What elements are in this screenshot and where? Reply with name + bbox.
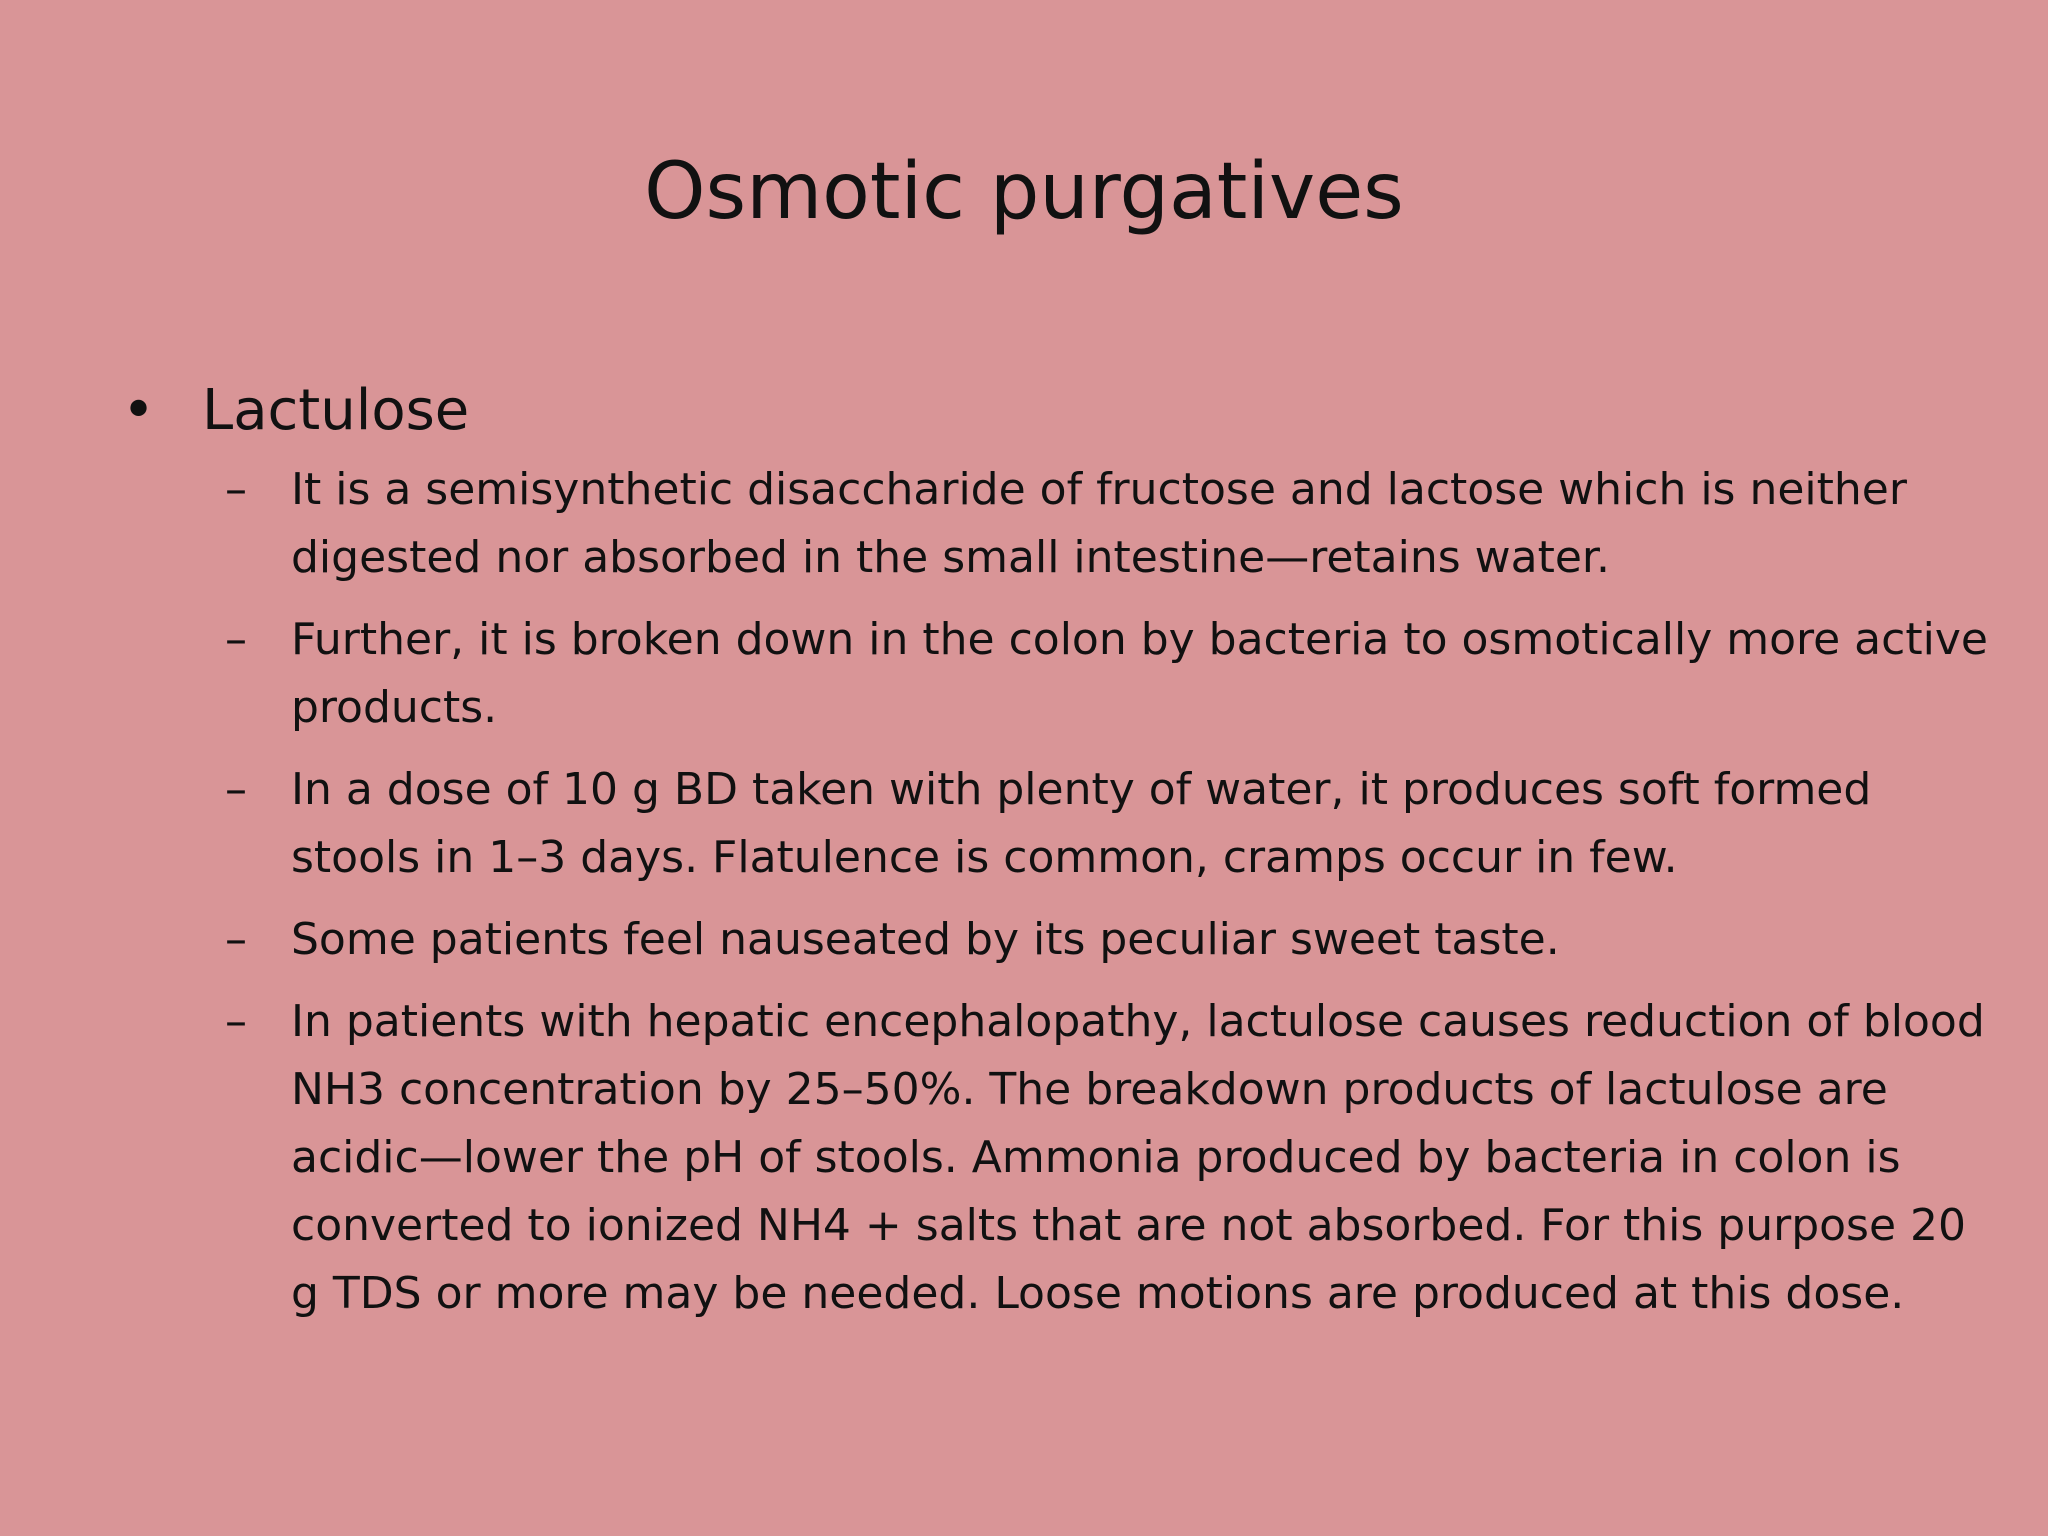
slide-title: Osmotic purgatives [644,147,1404,237]
dash-marker: – [225,764,247,815]
dash-marker: – [225,614,247,665]
sub-bullet [225,756,2001,892]
dash-marker: – [225,464,247,515]
dash-marker: – [225,996,247,1047]
sub-bullet [225,906,2001,974]
bullet-marker: • [122,378,156,443]
sub-bullet [225,988,2001,1328]
sub-bullet-text: Further, it is broken down in the colon by bacteria to osmotically more active products. [291,614,1988,733]
sub-bullet [225,606,2001,742]
slide-content [122,376,2002,1342]
sub-bullet-text: In a dose of 10 g BD taken with plenty of water, it produces soft formed stools in 1–3 days. Flatulence is common, cramps occur in few. [291,764,1872,883]
sub-bullet-list [225,456,2002,1328]
sub-bullet [225,456,2001,592]
sub-bullet-text: It is a semisynthetic disaccharide of fructose and lactose which is neither digested nor absorbed in the small intestine—retains water. [291,464,1907,583]
main-bullet-text: Lactulose [202,378,470,443]
dash-marker: – [225,914,247,965]
sub-bullet-text: Some patients feel nauseated by its peculiar sweet taste. [291,914,1560,965]
main-bullet [122,376,2002,446]
sub-bullet-text: In patients with hepatic encephalopathy, lactulose causes reduction of blood NH3 concentration by 25–50%. The breakdown products of lactulose are acidic—lower the pH of stools. Ammonia produced by bacteria in colon is converted to ionized NH4 + salts that are not absorbed. For this purpose 20 g TDS or more may be needed. Loose motions are produced at this dose. [291,996,1985,1319]
